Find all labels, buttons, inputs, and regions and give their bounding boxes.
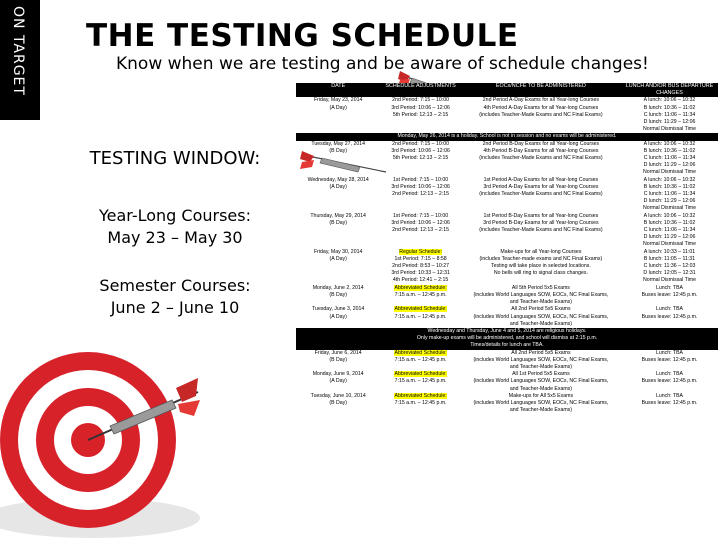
cell-line: 3rd Period: 10:33 – 12:31 xyxy=(391,270,450,277)
exams-cell xyxy=(461,350,621,372)
schedule-type-label: Abbreviated Schedule: xyxy=(394,349,447,356)
col-header-schedule: SCHEDULE ADJUSTMENTS xyxy=(380,83,460,97)
schedule-type-label: Abbreviated Schedule: xyxy=(394,306,447,313)
schedule-cell xyxy=(380,141,460,177)
testing-window-panel xyxy=(80,148,270,345)
semester-dates: June 2 – June 10 xyxy=(110,298,240,317)
cell-line: and Teacher-Made Exams) xyxy=(509,363,572,370)
cell-line: C lunch: 11:06 – 11:34 xyxy=(643,111,696,118)
cell-line: Buses leave: 12:45 p.m. xyxy=(641,378,698,385)
banner-line: Times/details for lunch are TBA. xyxy=(470,342,544,349)
cell-line: Monday, June 2, 2014 xyxy=(312,284,364,291)
cell-line: Friday, May 23, 2014 xyxy=(314,97,363,104)
table-header-row xyxy=(296,83,718,97)
cell-line: D lunch: 11:29 – 12:06 xyxy=(643,234,696,241)
date-cell xyxy=(296,97,380,133)
banner-cell xyxy=(296,328,718,350)
schedule-type-label: Abbreviated Schedule: xyxy=(394,371,447,378)
target-icon xyxy=(0,330,200,540)
cell-line: 1st Period B-Day Exams for all Year-long Courses xyxy=(483,212,599,219)
cell-line: 4th Period B-Day Exams for all Year-long Courses xyxy=(483,147,599,154)
table-row xyxy=(296,213,718,249)
lunch-cell xyxy=(621,97,718,133)
date-cell xyxy=(296,213,380,249)
table-row xyxy=(296,393,718,415)
banner-row xyxy=(296,133,718,140)
table-body xyxy=(296,97,718,414)
schedule-type-label: Regular Schedule: xyxy=(399,248,442,255)
cell-line: 2nd Period: 12:13 – 2:15 xyxy=(392,191,449,198)
banner-line: Wednesday and Thursday, June 4 and 5, 2014 are religious holidays. xyxy=(427,327,587,334)
cell-line: 1st Period: 7:15 – 10:00 xyxy=(393,176,449,183)
cell-line: Monday, June 9, 2014 xyxy=(312,371,364,378)
schedule-cell xyxy=(380,213,460,249)
cell-line: Testing will take place in selected locations. xyxy=(491,263,591,270)
cell-line: Normal Dismissal Time xyxy=(642,126,697,133)
table-row xyxy=(296,371,718,393)
cell-line: B lunch: 10:36 – 11:02 xyxy=(643,219,696,226)
date-cell xyxy=(296,306,380,328)
cell-line: A lunch: 10:06 – 10:32 xyxy=(643,212,696,219)
side-tab xyxy=(0,0,40,120)
year-long-dates: May 23 – May 30 xyxy=(107,228,243,247)
cell-line: Buses leave: 12:45 p.m. xyxy=(641,399,698,406)
cell-line: 7:15 a.m. – 12:45 p.m. xyxy=(394,399,447,406)
cell-line: 3rd Period B-Day Exams for all Year-long Courses xyxy=(483,219,599,226)
cell-line: Buses leave: 12:45 p.m. xyxy=(641,356,698,363)
cell-line: (includes World Languages SOW, EOCs, NC Final Exams, xyxy=(473,291,609,298)
cell-line: D lunch: 11:29 – 12:06 xyxy=(643,119,696,126)
cell-line: 3rd Period: 10:06 – 12:06 xyxy=(391,183,450,190)
cell-line: Friday, May 30, 2014 xyxy=(314,248,363,255)
lunch-cell xyxy=(621,249,718,285)
lunch-cell xyxy=(621,177,718,213)
cell-line: Lunch: TBA xyxy=(655,284,683,291)
semester-courses xyxy=(80,275,270,319)
cell-line: 7:15 a.m. – 12:45 p.m. xyxy=(394,313,447,320)
cell-line: A lunch: 10:06 – 10:32 xyxy=(643,176,696,183)
year-long-courses xyxy=(80,205,270,249)
date-cell xyxy=(296,285,380,307)
cell-line: Thursday, May 29, 2014 xyxy=(310,212,366,219)
cell-line: 3rd Period: 10:06 – 12:06 xyxy=(391,147,450,154)
exams-cell xyxy=(461,371,621,393)
cell-line: (includes World Languages SOW, EOCs, NC Final Exams, xyxy=(473,378,609,385)
cell-line: 4th Period A-Day Exams for all Year-long Courses xyxy=(483,104,599,111)
schedule-cell xyxy=(380,306,460,328)
lunch-cell xyxy=(621,213,718,249)
cell-line: 1st Period: 7:15 – 10:00 xyxy=(393,212,449,219)
cell-line: (B Day) xyxy=(329,399,347,406)
testing-window-heading: TESTING WINDOW: xyxy=(89,148,261,169)
banner-line: Monday, May 26, 2014 is a holiday. School is not in session and no exams will be administered. xyxy=(397,133,617,140)
cell-line: Tuesday, June 3, 2014 xyxy=(312,306,365,313)
cell-line: All 2nd Period 5x5 Exams xyxy=(511,306,571,313)
cell-line: Lunch: TBA xyxy=(655,349,683,356)
date-cell xyxy=(296,393,380,415)
cell-line: 3rd Period: 10:06 – 12:06 xyxy=(391,219,450,226)
cell-line: B lunch: 10:36 – 11:02 xyxy=(643,104,696,111)
cell-line: and Teacher-Made Exams) xyxy=(509,299,572,306)
lunch-cell xyxy=(621,350,718,372)
cell-line: (B Day) xyxy=(329,219,347,226)
date-cell xyxy=(296,350,380,372)
exams-cell xyxy=(461,97,621,133)
page-subtitle: Know when we are testing and be aware of schedule changes! xyxy=(116,54,649,74)
cell-line: Buses leave: 12:45 p.m. xyxy=(641,291,698,298)
cell-line: (includes Teacher-Made Exams and NC Final Exams) xyxy=(479,191,603,198)
cell-line: and Teacher-Made Exams) xyxy=(509,385,572,392)
cell-line: D lunch: 12:05 – 12:31 xyxy=(643,270,696,277)
schedule-type-label: Abbreviated Schedule: xyxy=(394,284,447,291)
cell-line: and Teacher-Made Exams) xyxy=(509,407,572,414)
exams-cell xyxy=(461,141,621,177)
table-row xyxy=(296,141,718,177)
banner-line: Only make-up exams will be administered, and school will dismiss at 2:15 p.m. xyxy=(416,335,598,342)
cell-line: B lunch: 11:05 – 11:31 xyxy=(643,255,696,262)
cell-line: 7:15 a.m. – 12:45 p.m. xyxy=(394,291,447,298)
cell-line: (B Day) xyxy=(329,147,347,154)
cell-line: Lunch: TBA xyxy=(655,371,683,378)
cell-line: D lunch: 11:29 – 12:06 xyxy=(643,162,696,169)
cell-line: Tuesday, May 27, 2014 xyxy=(311,140,365,147)
table-row xyxy=(296,177,718,213)
col-header-exams: EOCs/NCFE TO BE ADMINISTERED xyxy=(461,83,621,97)
table-row xyxy=(296,249,718,285)
cell-line: 2nd Period: 7:15 – 10:00 xyxy=(392,97,449,104)
cell-line: B lunch: 10:36 – 11:02 xyxy=(643,183,696,190)
cell-line: Make-ups for all Year-long Courses xyxy=(500,248,582,255)
cell-line: 2nd Period B-Day Exams for all Year-long Courses xyxy=(482,140,600,147)
cell-line: 2nd Period: 12:13 – 2:15 xyxy=(392,227,449,234)
cell-line: (A Day) xyxy=(329,378,347,385)
banner-cell xyxy=(296,133,718,140)
cell-line: 2nd Period: 7:15 – 10:00 xyxy=(392,140,449,147)
cell-line: Normal Dismissal Time xyxy=(642,241,697,248)
table-row xyxy=(296,306,718,328)
exams-cell xyxy=(461,393,621,415)
schedule-cell xyxy=(380,393,460,415)
cell-line: Tuesday, June 10, 2014 xyxy=(310,392,366,399)
page-title: THE TESTING SCHEDULE xyxy=(86,18,519,54)
exams-cell xyxy=(461,285,621,307)
cell-line: (includes Teacher-Made Exams and NC Final Exams) xyxy=(479,227,603,234)
cell-line: (B Day) xyxy=(329,356,347,363)
cell-line: Make-ups for All 5x5 Exams xyxy=(508,392,574,399)
schedule-cell xyxy=(380,97,460,133)
cell-line: Buses leave: 12:45 p.m. xyxy=(641,313,698,320)
cell-line: C lunch: 11:36 – 12:03 xyxy=(643,263,696,270)
cell-line: A lunch: 10:33 – 11:01 xyxy=(643,248,696,255)
exams-cell xyxy=(461,249,621,285)
cell-line: (A Day) xyxy=(329,255,347,262)
cell-line: 2nd Period: 8:53 – 10:27 xyxy=(392,263,449,270)
schedule-table xyxy=(296,83,718,414)
cell-line: 3rd Period A-Day Exams for all Year-long Courses xyxy=(483,183,599,190)
schedule-cell xyxy=(380,350,460,372)
lunch-cell xyxy=(621,306,718,328)
cell-line: 7:15 a.m. – 12:45 p.m. xyxy=(394,378,447,385)
cell-line: (includes World Languages SOW, EOCs, NC Final Exams, xyxy=(473,313,609,320)
cell-line: A lunch: 10:06 – 10:32 xyxy=(643,140,696,147)
cell-line: (includes Teacher-made exams and NC Final Exams) xyxy=(479,255,603,262)
cell-line: (B Day) xyxy=(329,291,347,298)
cell-line: All 1st Period 5x5 Exams xyxy=(512,371,570,378)
lunch-cell xyxy=(621,141,718,177)
cell-line: No bells will ring to signal class changes. xyxy=(493,270,588,277)
lunch-cell xyxy=(621,285,718,307)
cell-line: B lunch: 10:36 – 11:02 xyxy=(643,147,696,154)
cell-line: 1st Period: 7:15 – 8:58 xyxy=(394,255,447,262)
cell-line: (includes World Languages SOW, EOCs, NC Final Exams, xyxy=(473,356,609,363)
table-row xyxy=(296,350,718,372)
cell-line: Lunch: TBA xyxy=(655,306,683,313)
cell-line: 1st Period A-Day Exams for all Year-long Courses xyxy=(483,176,599,183)
schedule-cell xyxy=(380,285,460,307)
cell-line: (A Day) xyxy=(329,104,347,111)
cell-line: Friday, June 6, 2014 xyxy=(314,349,362,356)
banner-row xyxy=(296,328,718,350)
cell-line: 2nd Period A-Day Exams for all Year-long Courses xyxy=(482,97,599,104)
cell-line: 4th Period: 12:41 – 2:15 xyxy=(392,277,449,284)
cell-line: 5th Period: 12:13 – 2:15 xyxy=(392,111,449,118)
cell-line: All 2nd Period 5x5 Exams xyxy=(511,349,571,356)
cell-line: (includes World Languages SOW, EOCs, NC Final Exams, xyxy=(473,399,609,406)
exams-cell xyxy=(461,177,621,213)
exams-cell xyxy=(461,213,621,249)
date-cell xyxy=(296,177,380,213)
cell-line: Lunch: TBA xyxy=(655,392,683,399)
table-row xyxy=(296,97,718,133)
schedule-cell xyxy=(380,371,460,393)
cell-line: A lunch: 10:06 – 10:32 xyxy=(643,97,696,104)
cell-line: C lunch: 11:06 – 11:34 xyxy=(643,155,696,162)
cell-line: Normal Dismissal Time xyxy=(642,205,697,212)
cell-line: 7:15 a.m. – 12:45 p.m. xyxy=(394,356,447,363)
cell-line: Normal Dismissal Time xyxy=(642,169,697,176)
col-header-lunch: LUNCH AND/OR BUS DEPARTURE CHANGES xyxy=(621,83,718,97)
cell-line: (includes Teacher-Made Exams and NC Final Exams) xyxy=(479,155,603,162)
schedule-cell xyxy=(380,177,460,213)
lunch-cell xyxy=(621,371,718,393)
side-tab-label: ON TARGET xyxy=(10,6,26,96)
schedule-type-label: Abbreviated Schedule: xyxy=(394,392,447,399)
table-row xyxy=(296,285,718,307)
schedule-cell xyxy=(380,249,460,285)
cell-line: Wednesday, May 28, 2014 xyxy=(307,176,369,183)
cell-line: C lunch: 11:06 – 11:34 xyxy=(643,191,696,198)
cell-line: (A Day) xyxy=(329,183,347,190)
date-cell xyxy=(296,141,380,177)
year-long-label: Year-Long Courses: xyxy=(98,206,251,225)
cell-line: D lunch: 11:29 – 12:06 xyxy=(643,198,696,205)
date-cell xyxy=(296,249,380,285)
cell-line: C lunch: 11:06 – 11:34 xyxy=(643,227,696,234)
cell-line: (A Day) xyxy=(329,313,347,320)
cell-line: 5th Period: 12:13 – 2:15 xyxy=(392,155,449,162)
cell-line: (includes Teacher-Made Exams and NC Final Exams) xyxy=(479,111,603,118)
exams-cell xyxy=(461,306,621,328)
semester-label: Semester Courses: xyxy=(99,276,251,295)
cell-line: Normal Dismissal Time xyxy=(642,277,697,284)
date-cell xyxy=(296,371,380,393)
cell-line: and Teacher-Made Exams) xyxy=(509,320,572,327)
col-header-date: DATE xyxy=(296,83,380,97)
lunch-cell xyxy=(621,393,718,415)
cell-line: 3rd Period: 10:06 – 12:06 xyxy=(391,104,450,111)
cell-line: All 5th Period 5x5 Exams xyxy=(511,284,570,291)
